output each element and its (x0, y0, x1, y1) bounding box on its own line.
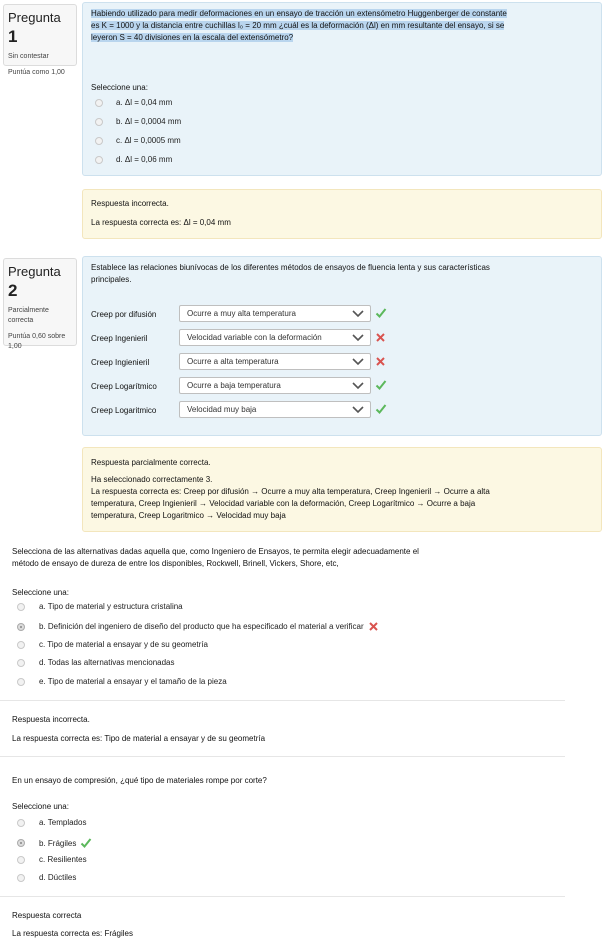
q2-row-4-label: Creep Logarítmico (91, 382, 157, 391)
q2-row-5-label: Creep Logaritmico (91, 406, 157, 415)
q1-option-c[interactable] (95, 136, 181, 145)
cross-icon (375, 332, 386, 343)
q2-grade: Puntúa 0,60 sobre 1,00 (8, 333, 66, 350)
q1-radio-b[interactable] (95, 118, 103, 126)
q3-prompt: Seleccione una: (12, 588, 69, 597)
q2-feedback-body (91, 474, 596, 522)
q1-feedback-title: Respuesta incorrecta. (91, 199, 169, 208)
check-icon (80, 837, 92, 849)
q2-row-1-value: Ocurre a muy alta temperatura (187, 309, 296, 318)
q1-info-panel (3, 4, 77, 76)
check-icon (375, 379, 387, 391)
q1-option-d[interactable] (95, 155, 172, 164)
q3-option-c-label: c. Tipo de material a ensayar y de su geometría (39, 640, 208, 649)
q2-label: Pregunta (8, 264, 61, 279)
q3-feedback-title: Respuesta incorrecta. (12, 715, 90, 724)
q4-feedback-title: Respuesta correcta (12, 911, 82, 920)
chevron-down-icon (352, 405, 364, 414)
q3-option-c[interactable] (17, 640, 208, 649)
q1-option-d-label: d. Δl = 0,06 mm (116, 155, 173, 164)
q2-info-panel (3, 258, 77, 350)
q4-option-a[interactable] (17, 818, 86, 827)
q3-option-d[interactable] (17, 658, 175, 667)
q2-question-text (91, 262, 596, 286)
chevron-down-icon (352, 357, 364, 366)
q1-prompt: Seleccione una: (91, 83, 148, 92)
q2-row-2-value: Velocidad variable con la deformación (187, 333, 322, 342)
q3-option-a[interactable] (17, 602, 183, 611)
q3-radio-b[interactable] (17, 623, 25, 631)
q2-feedback-title: Respuesta parcialmente correcta. (91, 458, 211, 467)
q4-option-b[interactable] (17, 837, 92, 849)
q3-option-d-label: d. Todas las alternativas mencionadas (39, 658, 175, 667)
q4-radio-b[interactable] (17, 839, 25, 847)
q4-option-a-label: a. Templados (39, 818, 87, 827)
q3-radio-a[interactable] (17, 603, 25, 611)
chevron-down-icon (352, 381, 364, 390)
cross-icon (375, 356, 386, 367)
q1-text-line-2: es K = 1000 y la distancia entre cuchillas l₀ = 20 mm ¿cuál es la deformación (Δl) en mm resultante del ensayo, si se (91, 21, 505, 30)
q1-text-line-1: Habiendo utilizado para medir deformaciones en un ensayo de tracción un extensómetro Huggenberger de constante (91, 9, 507, 18)
q2-state: Parcialmente correcta (8, 307, 49, 324)
q3-option-b[interactable] (17, 621, 379, 632)
q3-radio-c[interactable] (17, 641, 25, 649)
q2-row-3-value: Ocurre a alta temperatura (187, 357, 279, 366)
q2-row-4-select[interactable] (179, 377, 371, 394)
q3-text-line-2: método de ensayo de dureza de entre los disponibles, Rockwell, Brinell, Vickers, Shore, etc, (12, 559, 339, 568)
check-icon (375, 403, 387, 415)
q1-number-value: 1 (8, 27, 18, 46)
q1-label: Pregunta (8, 10, 61, 25)
q2-row-2-select[interactable] (179, 329, 371, 346)
q3-question-text (12, 546, 592, 570)
q2-row-5-value: Velocidad muy baja (187, 405, 257, 414)
q2-row-1-select[interactable] (179, 305, 371, 322)
q1-radio-a[interactable] (95, 99, 103, 107)
q1-option-b[interactable] (95, 117, 181, 126)
q4-option-d[interactable] (17, 873, 76, 882)
q1-text-line (91, 32, 596, 44)
q4-option-b-label: b. Frágiles (39, 838, 77, 848)
q2-row-5-select[interactable] (179, 401, 371, 418)
q2-feedback-line-4: temperatura, Creep Logaritmico → Velocidad muy baja (91, 511, 286, 520)
q4-radio-d[interactable] (17, 874, 25, 882)
chevron-down-icon (352, 333, 364, 342)
check-icon (375, 307, 387, 319)
q1-radio-c[interactable] (95, 137, 103, 145)
q1-number (8, 9, 72, 47)
q3-text-line-1: Selecciona de las alternativas dadas aquella que, como Ingeniero de Ensayos, te permita elegir adecuadamente el (12, 547, 419, 556)
q2-feedback-line-2: La respuesta correcta es: Creep por difusión → Ocurre a muy alta temperatura, Creep Ingenieril → Ocurre a alta (91, 487, 490, 496)
q2-feedback-line-1: Ha seleccionado correctamente 3. (91, 475, 213, 484)
q4-option-d-label: d. Dúctiles (39, 873, 77, 882)
q2-row-1-label: Creep por difusión (91, 310, 157, 319)
q3-option-e-label: e. Tipo de material a ensayar y el tamaño de la pieza (39, 677, 227, 686)
q4-option-c[interactable] (17, 855, 87, 864)
q1-question-text (91, 8, 596, 44)
q2-formulation (82, 256, 602, 436)
q3-divider (0, 700, 565, 701)
q2-row-3-select[interactable] (179, 353, 371, 370)
q1-radio-d[interactable] (95, 156, 103, 164)
cross-icon (368, 621, 379, 632)
q2-feedback-line-3: temperatura, Creep Ingienieril → Velocidad variable con la deformación, Creep Logarítmico → Ocurre a baja (91, 499, 476, 508)
q3-divider-bottom (0, 756, 565, 757)
q2-text-line-1: Establece las relaciones biunívocas de los diferentes métodos de ensayos de fluencia lenta y sus características (91, 263, 490, 272)
q2-row-3-label: Creep Ingienieril (91, 358, 150, 367)
q2-number (8, 263, 72, 301)
q2-number-value: 2 (8, 281, 18, 300)
q4-feedback-answer: La respuesta correcta es: Frágiles (12, 929, 133, 938)
q1-feedback-answer: La respuesta correcta es: Δl = 0,04 mm (91, 218, 231, 227)
q4-prompt: Seleccione una: (12, 802, 69, 811)
q2-row-4-value: Ocurre a baja temperatura (187, 381, 281, 390)
q1-formulation (82, 2, 602, 176)
q4-radio-a[interactable] (17, 819, 25, 827)
q1-option-c-label: c. Δl = 0,0005 mm (116, 136, 181, 145)
q1-option-a-label: a. Δl = 0,04 mm (116, 98, 173, 107)
q1-feedback (82, 189, 602, 239)
q4-question-text: En un ensayo de compresión, ¿qué tipo de materiales rompe por corte? (12, 776, 267, 785)
q3-feedback-answer: La respuesta correcta es: Tipo de material a ensayar y de su geometría (12, 734, 266, 743)
q1-text-line (91, 20, 596, 32)
q4-radio-c[interactable] (17, 856, 25, 864)
q2-text-line-2: principales. (91, 275, 132, 284)
q4-divider (0, 896, 565, 897)
q1-text-line (91, 8, 596, 20)
q2-feedback (82, 447, 602, 532)
q1-option-a[interactable] (95, 98, 172, 107)
q3-radio-e[interactable] (17, 678, 25, 686)
q4-option-c-label: c. Resilientes (39, 855, 87, 864)
q3-option-e[interactable] (17, 677, 227, 686)
q3-radio-d[interactable] (17, 659, 25, 667)
q3-option-b-label: b. Definición del ingeniero de diseño del producto que ha especificado el material a verificar (39, 622, 364, 631)
q2-row-2-label: Creep Ingenieril (91, 334, 148, 343)
q3-option-a-label: a. Tipo de material y estructura cristalina (39, 602, 183, 611)
chevron-down-icon (352, 309, 364, 318)
q1-grade: Puntúa como 1,00 (8, 69, 65, 76)
q1-option-b-label: b. Δl = 0,0004 mm (116, 117, 182, 126)
q1-state: Sin contestar (8, 53, 49, 60)
q1-text-line-3: leyeron S = 40 divisiones en la escala del extensómetro? (91, 33, 294, 42)
